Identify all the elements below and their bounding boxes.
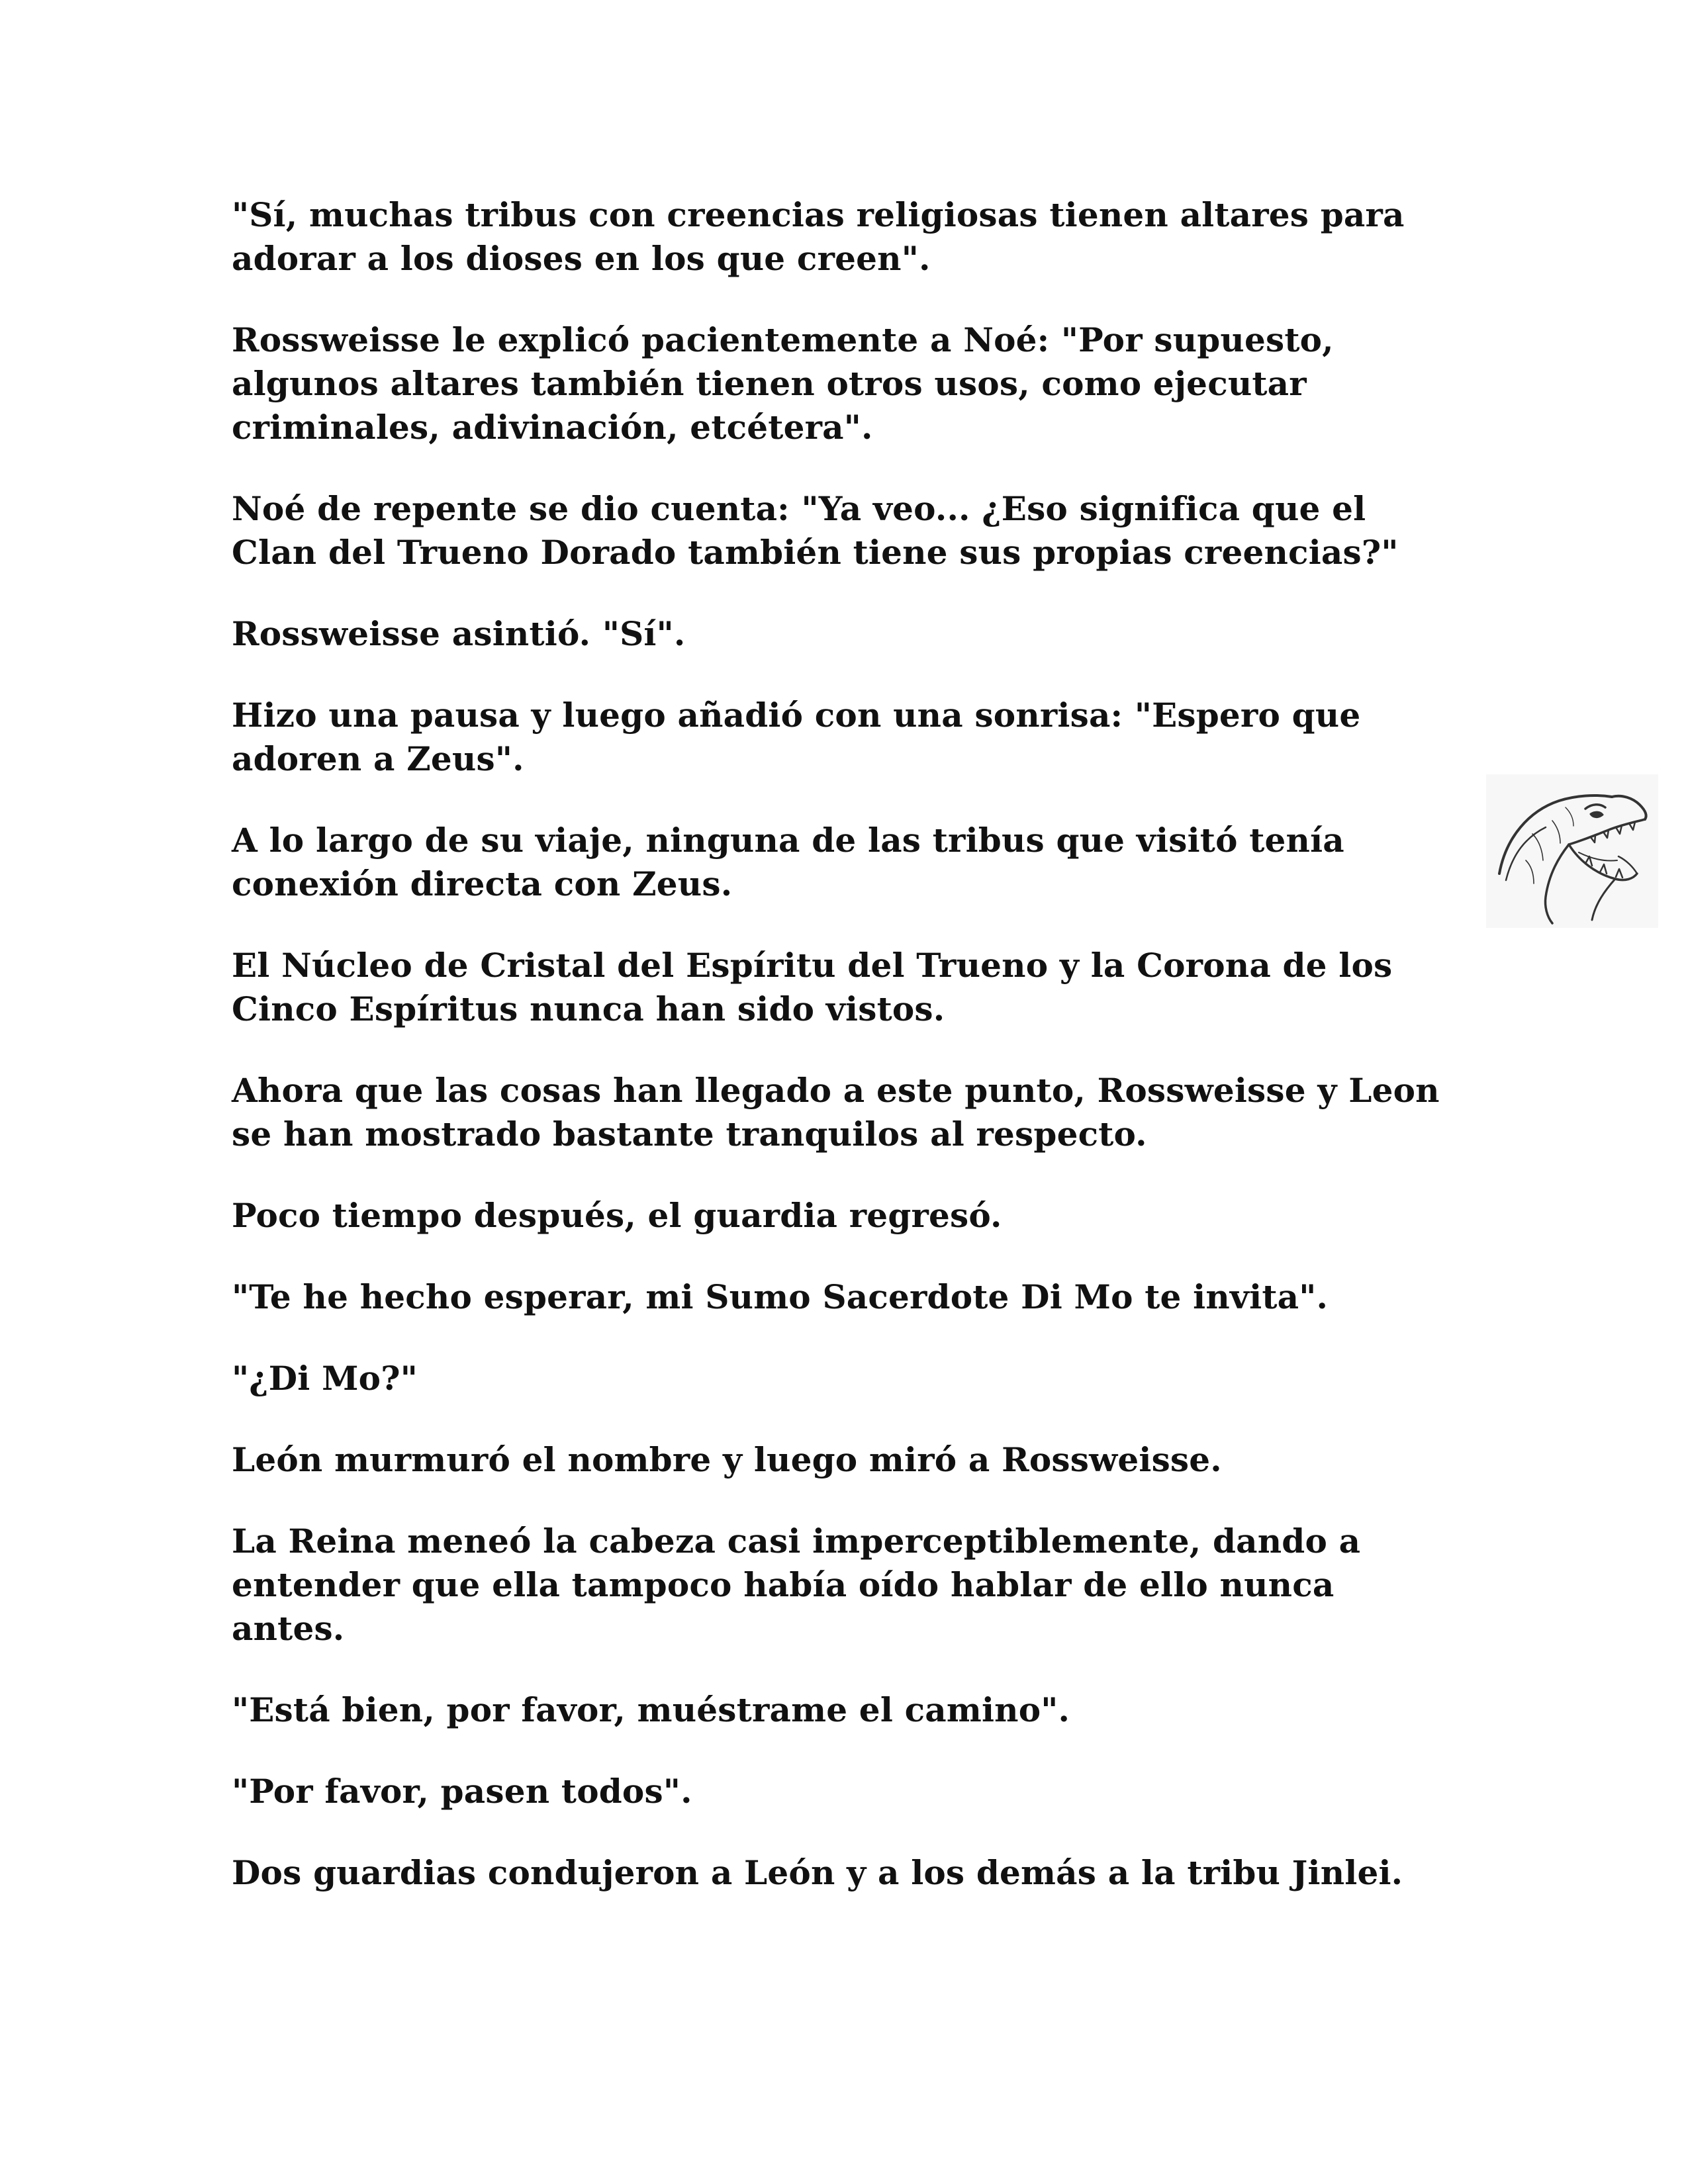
- paragraph: El Núcleo de Cristal del Espíritu del Trueno y la Corona de los Cinco Espíritus nunca han sido vistos.: [232, 946, 1393, 1028]
- paragraph: La Reina meneó la cabeza casi imperceptiblemente, dando a entender que ella tampoco había oído hablar de ello nunca antes.: [232, 1522, 1361, 1648]
- paragraph: "Está bien, por favor, muéstrame el camino".: [232, 1690, 1070, 1729]
- paragraph: "Te he hecho esperar, mi Sumo Sacerdote Di Mo te invita".: [232, 1277, 1329, 1316]
- dinosaur-head-sketch-icon: [1486, 774, 1658, 928]
- paragraph: A lo largo de su viaje, ninguna de las tribus que visitó tenía conexión directa con Zeus.: [232, 821, 1344, 903]
- paragraph: Hizo una pausa y luego añadió con una sonrisa: "Espero que adoren a Zeus".: [232, 696, 1361, 778]
- paragraph: Noé de repente se dio cuenta: "Ya veo... ¿Eso significa que el Clan del Trueno Dorado también tiene sus propias creencias?": [232, 489, 1399, 572]
- paragraph: "Por favor, pasen todos".: [232, 1772, 692, 1811]
- paragraph: "Sí, muchas tribus con creencias religiosas tienen altares para adorar a los dioses en los que creen".: [232, 195, 1405, 278]
- paragraph: León murmuró el nombre y luego miró a Rossweisse.: [232, 1440, 1222, 1479]
- paragraph: Rossweisse le explicó pacientemente a Noé: "Por supuesto, algunos altares también tienen otros usos, como ejecutar criminales, adivinación, etcétera".: [232, 320, 1334, 447]
- paragraph: Ahora que las cosas han llegado a este punto, Rossweisse y Leon se han mostrado bastante tranquilos al respecto.: [232, 1071, 1440, 1154]
- paragraph: Rossweisse asintió. "Sí".: [232, 614, 686, 653]
- paragraph: Poco tiempo después, el guardia regresó.: [232, 1196, 1002, 1235]
- document-body: [232, 193, 1456, 1933]
- paragraph: "¿Di Mo?": [232, 1359, 418, 1398]
- paragraph: Dos guardias condujeron a León y a los demás a la tribu Jinlei.: [232, 1853, 1403, 1892]
